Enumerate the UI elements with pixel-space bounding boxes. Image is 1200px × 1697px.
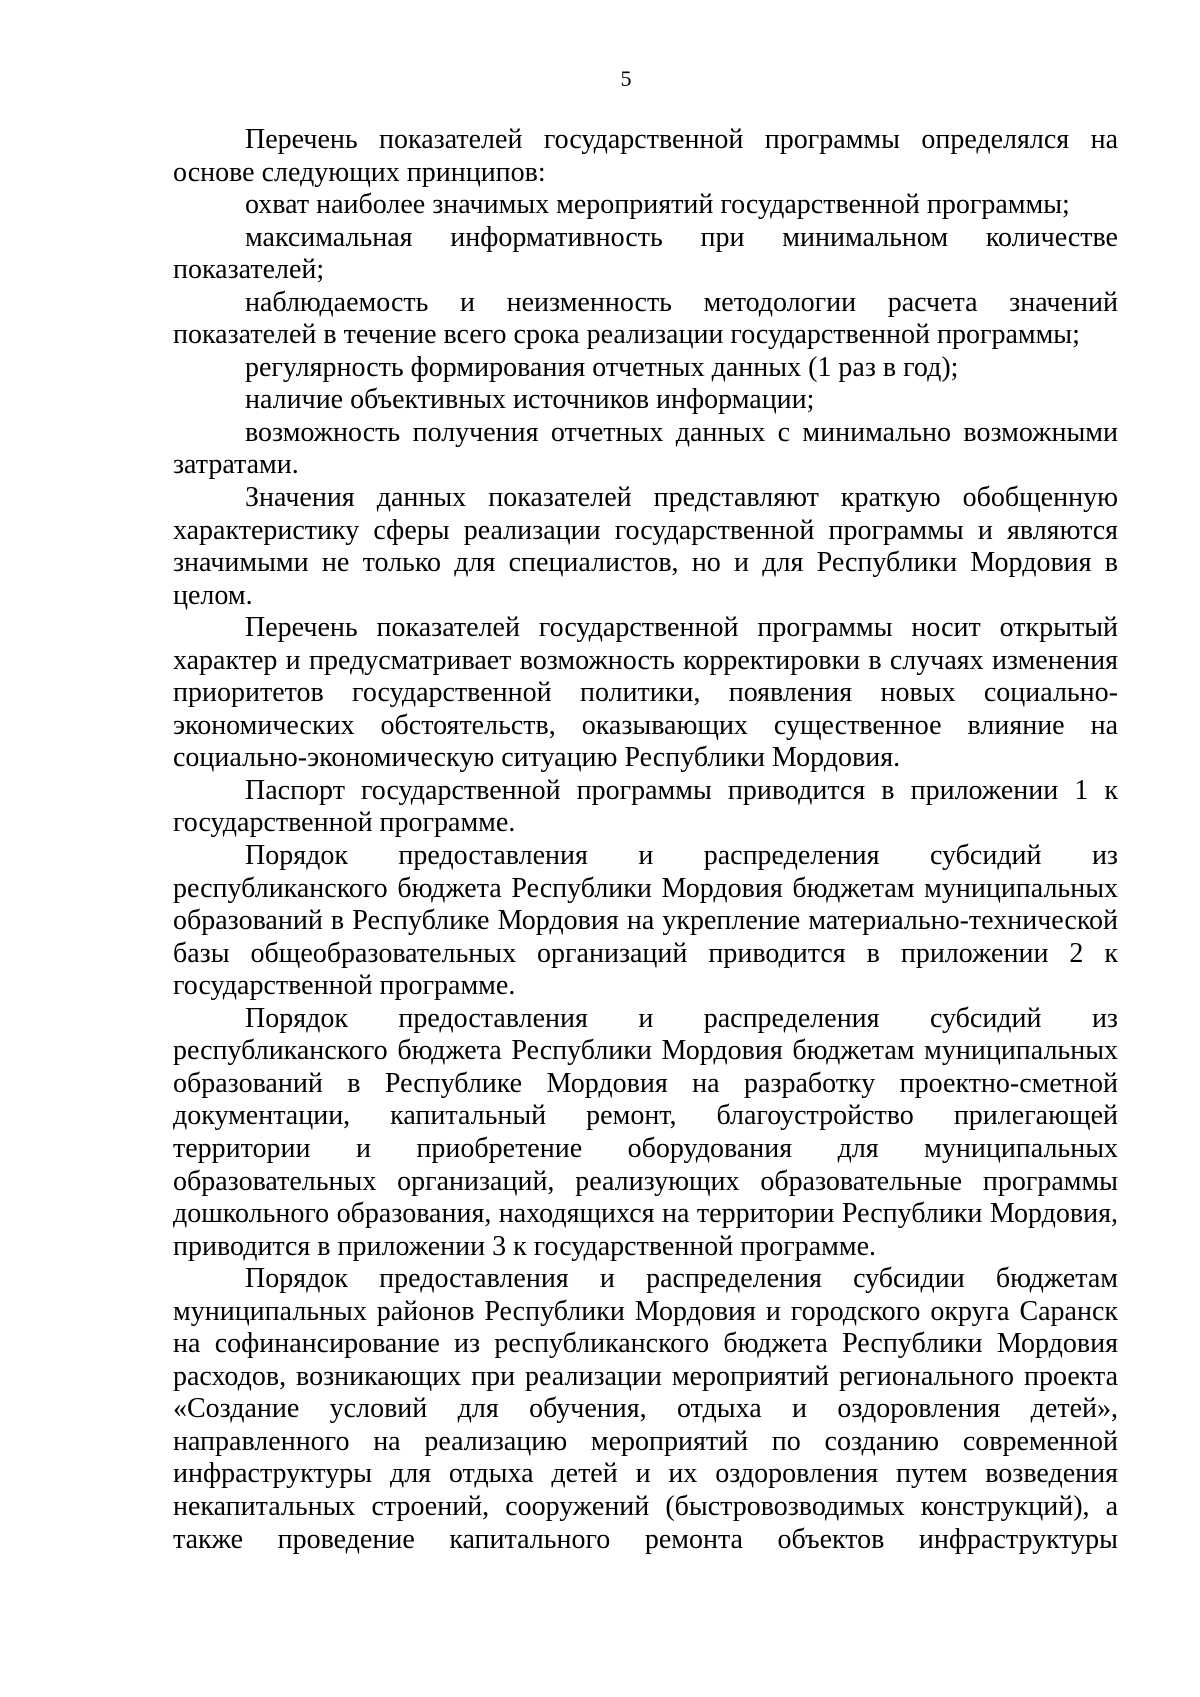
- paragraph-principle-coverage: охват наиболее значимых мероприятий государственной программы;: [245, 189, 1070, 221]
- paragraph-principle-sources: наличие объективных источников информации;: [245, 384, 815, 416]
- paragraph-principle-informativeness: максимальная информативность при минимальном количестве показателей;: [173, 221, 1118, 286]
- paragraph-passport: Паспорт государственной программы приводится в приложении 1 к государственной программе.: [173, 774, 1118, 839]
- paragraph-subsidy-regional-project: Порядок предоставления и распределения субсидии бюджетам муниципальных районов Республики Мордовия и городского округа Саранск на софинансирование из республиканского бюджета Республики Мордовия расходов, возникающих при реализации мероприятий регионального проекта «Создание условий для обучения, отдыха и оздоровления детей», направленного на реализацию мероприятий по созданию современной инфраструктуры для отдыха детей и их оздоровления путем возведения некапитальных строений, сооружений (быстровозводимых конструкций), а также проведение капитального ремонта объектов инфраструктуры: [173, 1263, 1118, 1555]
- paragraph-indicators-principles: Перечень показателей государственной программы определялся на основе следующих принципов:: [173, 124, 1118, 188]
- paragraph-principle-regularity: регулярность формирования отчетных данных (1 раз в год);: [245, 351, 959, 383]
- page-number: 5: [620, 66, 632, 91]
- paragraph-indicator-list-open: Перечень показателей государственной программы носит открытый характер и предусматривает возможность корректировки в случаях изменения приоритетов государственной политики, появления новых социально-экономических обстоятельств, оказывающих существенное влияние на социально-экономическую ситуацию Республики Мордовия.: [173, 612, 1118, 774]
- paragraph-subsidy-appendix-3: Порядок предоставления и распределения субсидий из республиканского бюджета Республики Мордовия бюджетам муниципальных образований в Республике Мордовия на разработку проектно-сметной документации, капитальный ремонт, благоустройство прилегающей территории и приобретение оборудования для муниципальных образовательных организаций, реализующих образовательные программы дошкольного образования, находящихся на территории Республики Мордовия, приводится в приложении 3 к государственной программе.: [173, 1002, 1118, 1262]
- paragraph-subsidy-appendix-2: Порядок предоставления и распределения субсидий из республиканского бюджета Республики Мордовия бюджетам муниципальных образований в Республике Мордовия на укрепление материально-технической базы общеобразовательных организаций приводится в приложении 2 к государственной программе.: [173, 840, 1118, 1002]
- paragraph-principle-costs: возможность получения отчетных данных с минимально возможными затратами.: [173, 416, 1118, 481]
- paragraph-indicator-values: Значения данных показателей представляют краткую обобщенную характеристику сферы реализации государственной программы и являются значимыми не только для специалистов, но и для Республики Мордовия в целом.: [173, 482, 1118, 611]
- paragraph-principle-observability: наблюдаемость и неизменность методологии расчета значений показателей в течение всего срока реализации государственной программы;: [173, 286, 1118, 351]
- document-body: [173, 124, 1118, 1556]
